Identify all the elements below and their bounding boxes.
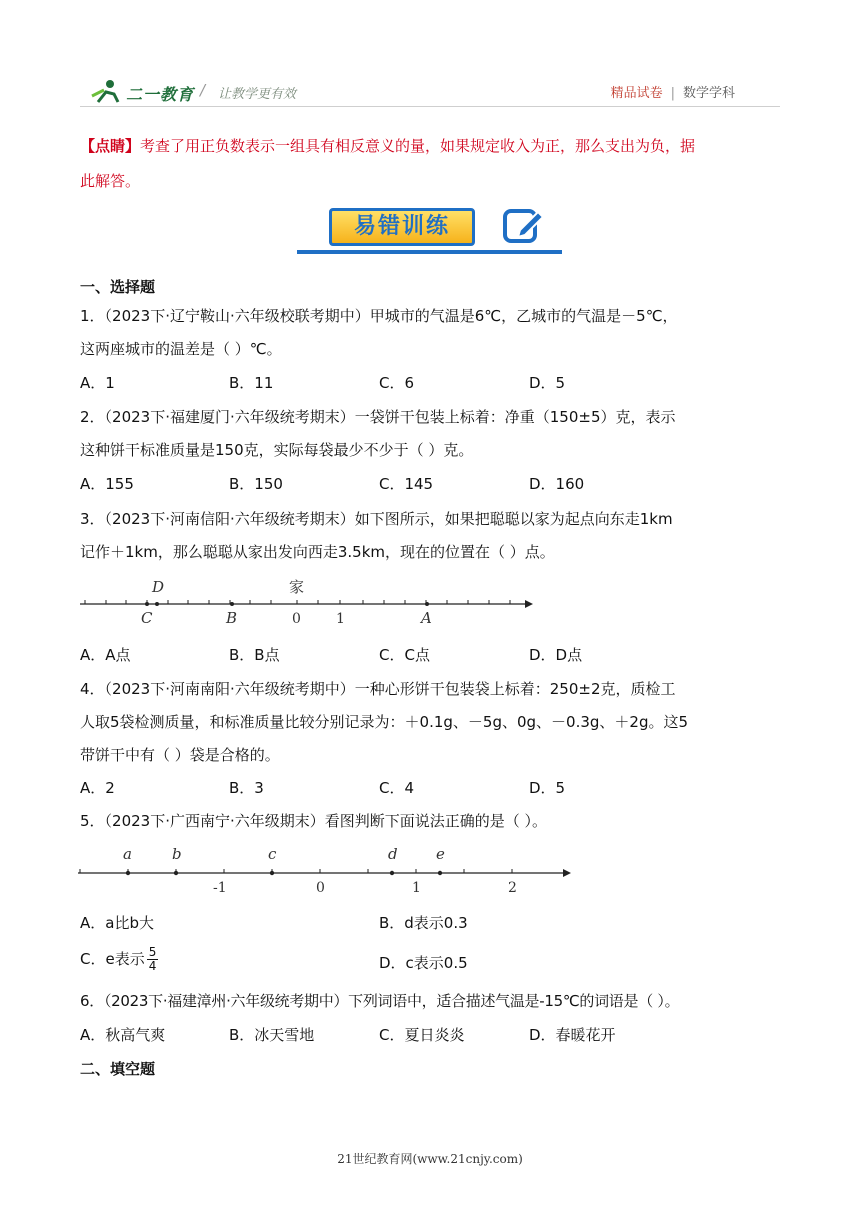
point-a [425,602,429,606]
q2-line-1: 2．（2023下·福建厦门·六年级统考期末）一袋饼干包装上标着：净重（150±5）克，表示 [80,408,676,426]
q2-line-2: 这种饼干标准质量是150克，实际每袋最少不少于（ ）克。 [80,441,474,459]
edit-pencil-icon [502,206,546,246]
q3-line-1: 3．（2023下·河南信阳·六年级统考期末）如下图所示，如果把聪聪以家为起点向东走1km [80,510,673,528]
q2-option-c[interactable]: C．145 [379,475,434,493]
fraction-five-fourths: $\frac{5}{4}$ [148,945,157,973]
q4-option-a[interactable]: A．2 [80,779,115,797]
q6-option-d[interactable]: D．春暖花开 [529,1026,616,1044]
q2-option-d[interactable]: D．160 [529,475,585,493]
tip-line-2: 此解答。 [80,172,141,190]
label-b: B [226,609,238,627]
q4-line-2: 人取5袋检测质量，和标准质量比较分别记录为：＋0.1g、－5g、0g、－0.3g、＋2g。这5 [80,713,689,731]
q6-option-c[interactable]: C．夏日炎炎 [379,1026,465,1044]
q1-option-d[interactable]: D．5 [529,374,566,392]
header-label-subject: 数学学科 [682,86,735,101]
q1-option-b[interactable]: B．11 [229,374,274,392]
label-one: 1 [336,611,345,627]
label-d: d [388,845,398,863]
q5-line-1: 5．（2023下·广西南宁·六年级期末）看图判断下面说法正确的是（ ）。 [80,812,548,830]
point-a [126,871,130,875]
section-title-fill: 二、填空题 [80,1060,156,1078]
runner-logo-icon [88,78,124,108]
q6-line-1: 6．（2023下·福建漳州·六年级统考期中）下列词语中，适合描述气温是-15℃的词语是（ ）。 [80,992,680,1010]
header-subject: 精品试卷 | 数学学科 [610,86,735,101]
q3-option-d[interactable]: D．D点 [529,646,583,664]
label-home: 家 [289,578,305,596]
q4-option-c[interactable]: C．4 [379,779,415,797]
q4-option-b[interactable]: B．3 [229,779,264,797]
banner-title: 易错训练 [329,208,475,246]
header-divider [80,106,780,107]
point-d [155,602,159,606]
label-b: b [172,845,182,863]
tick-minus-one: -1 [213,880,227,896]
tick-zero: 0 [316,880,325,896]
q6-option-b[interactable]: B．冰天雪地 [229,1026,315,1044]
tick-two: 2 [508,880,517,896]
q3-option-c[interactable]: C．C点 [379,646,430,664]
page-footer: 21世纪教育网(www.21cnjy.com) [337,1152,523,1166]
q2-option-b[interactable]: B．150 [229,475,283,493]
label-c: c [268,845,277,863]
label-c: C [141,609,153,627]
label-d: D [152,578,165,596]
point-c [145,602,149,606]
q2-option-a[interactable]: A．155 [80,475,134,493]
point-d [390,871,394,875]
header-label-premium: 精品试卷 [610,86,663,101]
section-title-choice: 一、选择题 [80,278,156,296]
tick-one: 1 [412,880,421,896]
label-a: a [123,845,132,863]
label-zero: 0 [292,611,301,627]
point-e [438,871,442,875]
banner-underline [297,250,562,254]
q5-option-a[interactable]: A．a比b大 [80,914,154,932]
label-a: A [421,609,432,627]
q1-option-a[interactable]: A．1 [80,374,115,392]
logo-divider: / [200,81,206,99]
section-banner [297,204,562,256]
q4-line-1: 4．（2023下·河南南阳·六年级统考期中）一种心形饼干包装袋上标着：250±2克，质检工 [80,680,676,698]
logo-text: 二一教育 [126,85,195,104]
q3-number-line [80,572,540,632]
logo-slogan: 让教学更有效 [218,87,297,102]
q3-option-a[interactable]: A．A点 [80,646,131,664]
q4-option-d[interactable]: D．5 [529,779,566,797]
q3-line-2: 记作＋1km，那么聪聪从家出发向西走3.5km，现在的位置在（ ）点。 [80,543,555,561]
point-c [270,871,274,875]
tip-line-1: 【点睛】考查了用正负数表示一组具有相反意义的量，如果规定收入为正，那么支出为负，据 [80,137,696,155]
q5-number-line [78,840,578,902]
q6-option-a[interactable]: A．秋高气爽 [80,1026,166,1044]
q5-option-c[interactable]: C．e表示 $\frac{5}{4}$ [80,945,157,973]
q1-option-c[interactable]: C．6 [379,374,415,392]
point-b [174,871,178,875]
point-b [230,602,234,606]
q3-option-b[interactable]: B．B点 [229,646,280,664]
label-e: e [436,845,445,863]
q1-line-1: 1．（2023下·辽宁鞍山·六年级校联考期中）甲城市的气温是6℃，乙城市的气温是－5℃， [80,307,678,325]
q4-line-3: 带饼干中有（ ）袋是合格的。 [80,746,280,764]
q1-line-2: 这两座城市的温差是（ ）℃。 [80,340,282,358]
q5-option-d[interactable]: D．c表示0.5 [379,954,468,972]
q5-option-b[interactable]: B．d表示0.3 [379,914,468,932]
header-logo [88,78,348,108]
